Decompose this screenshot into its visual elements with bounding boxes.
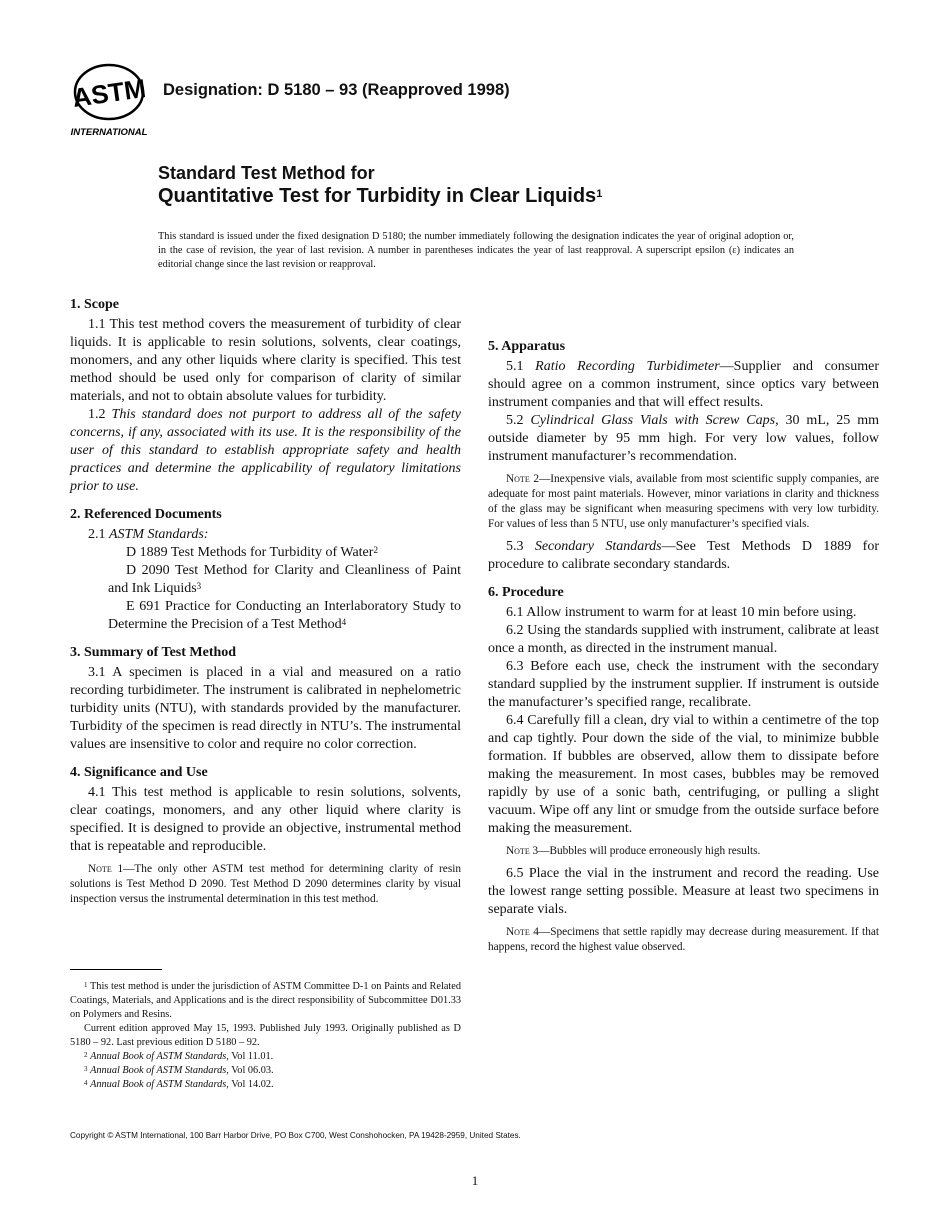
footnote-4: $^4$ Annual Book of ASTM Standards, Vol 14.02. (84, 1079, 274, 1090)
footnote-1: $^1$ This test method is under the jurisdiction of ASTM Committee D-1 on Paints and Related Coatings, Materials, and Applications and is the direct responsibility of Subcommittee D01.33 on Polymers and Resins. (70, 981, 461, 1020)
note-1 (70, 862, 461, 907)
referenced-2-1-num: 2.1 (88, 527, 109, 542)
right-column (488, 338, 879, 961)
apparatus-5-3-term: Secondary Standards (534, 539, 662, 554)
ref-d1889-text: D 1889 Test Methods for Turbidity of Water (126, 545, 374, 560)
scope-1-2 (70, 406, 461, 496)
referenced-2-1 (70, 526, 461, 544)
scope-1-1: 1.1 This test method covers the measurement of turbidity of clear liquids. It is applicable to resin solutions, solvents, clear coatings, monomers, and any other liquids where clarity is specified. This test method should be used only for comparison of clarity of similar materials, and not to obtain absolute values for turbidity. (70, 317, 461, 404)
note-4-text: —Specimens that settle rapidly may decrease during measurement. If that happens, record the highest value observed. (488, 926, 879, 953)
footnote-3-book: Annual Book of ASTM Standards (90, 1065, 227, 1076)
astm-logo (68, 62, 150, 138)
procedure-6-1: 6.1 Allow instrument to warm for at least 10 min before using. (506, 605, 857, 620)
apparatus-5-1-text: —Supplier and consumer should agree on a common instrument, since optics vary between instrument companies and that will effect results. (488, 359, 880, 410)
apparatus-5-3 (488, 538, 879, 574)
section-scope-heading: 1. Scope (70, 297, 119, 312)
section-procedure-heading: 6. Procedure (488, 585, 564, 600)
note-3 (488, 844, 879, 859)
issuance-note: This standard is issued under the fixed designation D 5180; the number immediately following the designation indicates the year of original adoption or, in the case of revision, the year of last revision. A number in parentheses indicates the year of last reapproval. A superscript epsilon (ε) indicates an editorial change since the last revision or reapproval. (158, 231, 794, 270)
footnote-2-vol: , Vol 11.01. (226, 1051, 274, 1062)
title-line-1: Standard Test Method for (158, 163, 375, 183)
apparatus-5-3-text: —See Test Methods D 1889 for procedure to calibrate secondary standards. (488, 539, 879, 572)
summary-3-1: 3.1 A specimen is placed in a vial and measured on a ratio recording turbidimeter. The instrument is calibrated in nephelometric turbidity units (NTU), with standards provided by the manufacturer. Turbidity of the specimen is read directly in NTU’s. The instrumental values are insensitive to color and require no color correction. (70, 665, 461, 752)
title-text: Quantitative Test for Turbidity in Clear Liquids (158, 185, 597, 207)
scope-1-2-num: 1.2 (88, 407, 112, 422)
footnote-rule (70, 969, 162, 970)
apparatus-5-2-text: , 30 mL, 25 mm outside diameter by 95 mm high. For very low values, follow instrument manufacturer’s recommendation. (488, 413, 879, 464)
apparatus-5-2-num: 5.2 (506, 413, 531, 428)
ref-d1889-fn: 2 (373, 545, 378, 555)
procedure-6-2: 6.2 Using the standards supplied with instrument, calibrate at least once a month, as directed in the instrument manual. (488, 623, 879, 656)
left-column (70, 296, 461, 913)
section-summary-heading: 3. Summary of Test Method (70, 645, 237, 660)
footnote-1-text: This test method is under the jurisdiction of ASTM Committee D-1 on Paints and Related Coatings, Materials, and Applications and is the direct responsibility of Subcommittee D01.33 on Polymers and Resins. (70, 981, 461, 1020)
logo-text: INTERNATIONAL (70, 127, 148, 138)
footnote-3-vol: , Vol 06.03. (226, 1065, 274, 1076)
footnote-2: $^2$ Annual Book of ASTM Standards, Vol 11.01. (84, 1051, 274, 1062)
ref-e691-fn: 4 (341, 617, 347, 627)
note-4-label: Note 4 (506, 926, 539, 938)
apparatus-5-1-num: 5.1 (506, 359, 536, 374)
ref-e691 (70, 598, 461, 634)
designation: Designation: D 5180 – 93 (Reapproved 1998) (163, 81, 510, 99)
footnote-2-book: Annual Book of ASTM Standards (90, 1051, 227, 1062)
procedure-6-3: 6.3 Before each use, check the instrument with the secondary standard supplied by the instrument supplier. If instrument is outside the manufacturer’s specified range, recalibrate. (488, 659, 879, 710)
apparatus-5-1-term: Ratio Recording Turbidimeter (535, 359, 720, 374)
copyright: Copyright © ASTM International, 100 Barr Harbor Drive, PO Box C700, West Conshohocken, PA 19428-2959, United States. (70, 1131, 521, 1140)
title-line-2 (158, 184, 602, 208)
apparatus-5-3-num: 5.3 (506, 539, 535, 554)
significance-4-1: 4.1 This test method is applicable to resin solutions, solvents, clear coatings, monomers, and any other liquid where clarity is specified. It is designed to provide an objective, instrumental method that is repeatable and reproducible. (70, 785, 461, 854)
footnote-1b: Current edition approved May 15, 1993. Published July 1993. Originally published as D 5180 – 92. Last previous edition D 5180 – 92. (70, 1023, 461, 1048)
note-3-label: Note 3 (506, 845, 539, 857)
procedure-6-4: 6.4 Carefully fill a clean, dry vial to within a centimetre of the top and cap tightly. Pour down the side of the vial, to minimize bubble formation. If bubbles are observed, allow them to dissipate before making the measurement. In most cases, bubbles may be removed rapidly by use of a sonic bath, centrifuging, or pulling a slight vacuum. Wipe off any lint or smudge from the outside surface before making the measurement. (488, 713, 879, 836)
note-1-label: Note 1 (88, 863, 124, 875)
footnote-3: $^3$ Annual Book of ASTM Standards, Vol 06.03. (84, 1065, 274, 1076)
footnote-4-book: Annual Book of ASTM Standards (90, 1079, 227, 1090)
ref-d2090-fn: 3 (196, 581, 202, 591)
note-2-label: Note 2 (506, 473, 539, 485)
procedure-6-5: 6.5 Place the vial in the instrument and record the reading. Use the lowest range setting possible. Measure at least two specimens in separate vials. (488, 866, 879, 917)
document-title (158, 162, 602, 208)
note-3-text: —Bubbles will produce erroneously high results. (538, 845, 761, 857)
ref-d1889 (70, 544, 461, 562)
apparatus-5-2-term: Cylindrical Glass Vials with Screw Caps (530, 413, 776, 428)
apparatus-5-2 (488, 412, 879, 466)
footnotes (70, 980, 461, 1092)
apparatus-5-1 (488, 358, 879, 412)
section-significance-heading: 4. Significance and Use (70, 765, 208, 780)
section-apparatus-heading: 5. Apparatus (488, 339, 566, 354)
ref-e691-text: E 691 Practice for Conducting an Interlaboratory Study to Determine the Precision of a Test Method (108, 599, 461, 632)
section-referenced-heading: 2. Referenced Documents (70, 507, 222, 522)
note-2-text: —Inexpensive vials, available from most scientific supply companies, are adequate for most paint materials. However, minor variations in clarity and thickness of the glass may be significant when measuring specimens with very low turbidity. For values of less than 5 NTU, use only manufacturer’s specified vials. (488, 473, 879, 530)
note-2 (488, 472, 879, 532)
page-number: 1 (471, 1173, 479, 1188)
note-1-text: —The only other ASTM test method for determining clarity of resin solutions is Test Method D 2090. Test Method D 2090 determines clarity by visual inspection versus the instrumental determination in this test method. (70, 863, 462, 905)
svg-text:ASTM: ASTM (70, 73, 148, 113)
note-4 (488, 925, 879, 955)
title-footnote-mark: 1 (596, 188, 603, 200)
scope-1-2-text: This standard does not purport to address all of the safety concerns, if any, associated with its use. It is the responsibility of the user of this standard to establish appropriate safety and health practices and determine the applicability of regulatory limitations prior to use. (70, 407, 462, 494)
ref-d2090 (70, 562, 461, 598)
referenced-2-1-text: ASTM Standards: (109, 527, 209, 542)
ref-d2090-text: D 2090 Test Method for Clarity and Cleanliness of Paint and Ink Liquids (108, 563, 461, 596)
footnote-4-vol: , Vol 14.02. (226, 1079, 274, 1090)
